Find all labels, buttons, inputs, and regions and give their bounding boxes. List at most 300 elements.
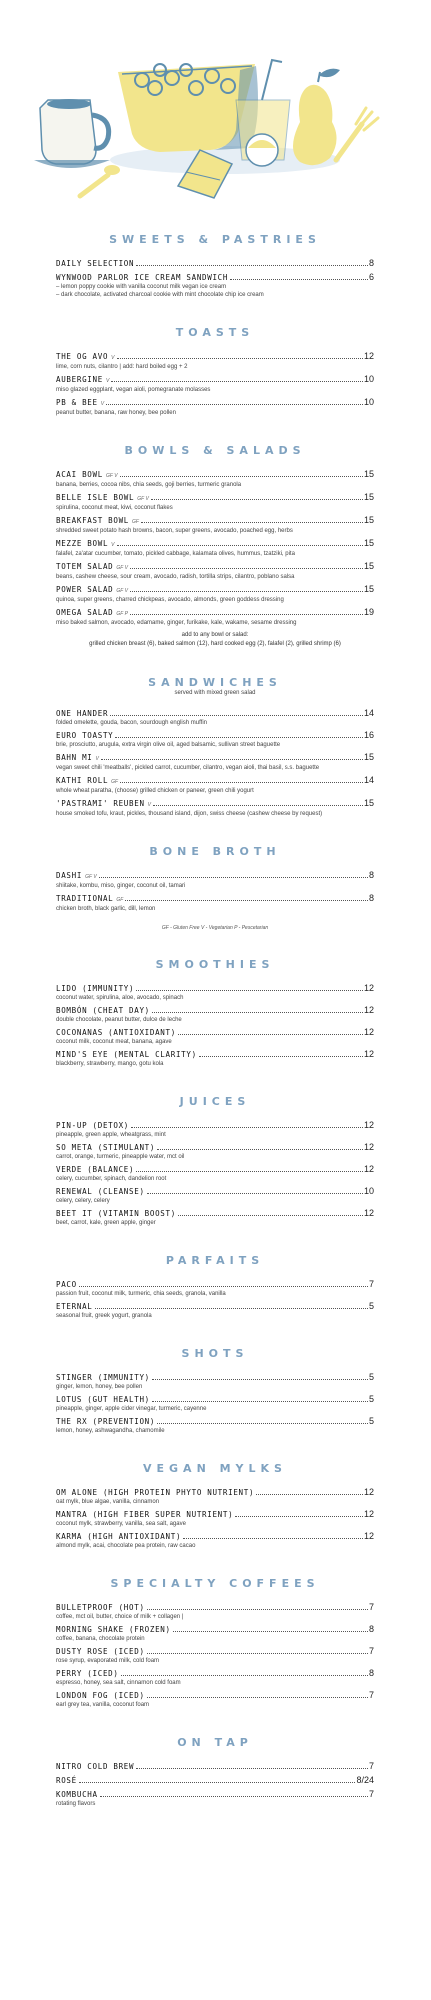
section-title: BONE BROTH	[149, 845, 281, 858]
menu-item	[56, 983, 374, 1002]
section-title: SMOOTHIES	[155, 958, 275, 971]
item-price: 12	[363, 1509, 374, 1519]
dotted-leader	[106, 404, 363, 405]
item-price: 7	[368, 1690, 374, 1700]
menu-item-line	[56, 1164, 374, 1175]
menu-item-line	[56, 272, 374, 283]
dotted-leader	[120, 476, 363, 477]
menu-item	[56, 258, 374, 269]
item-name: LOTUS (GUT HEALTH)	[56, 1395, 150, 1404]
item-name: LIDO (IMMUNITY)	[56, 984, 135, 993]
dotted-leader	[183, 1538, 363, 1539]
item-price: 7	[368, 1789, 374, 1799]
item-name: 'PASTRAMI' REUBEN	[56, 799, 145, 808]
item-price: 15	[363, 538, 374, 548]
section-title: SWEETS & PASTRIES	[109, 233, 321, 246]
menu-item-line	[56, 730, 374, 741]
item-name: ACAI BOWL	[56, 470, 103, 479]
item-description: espresso, honey, sea salt, cinnamon cold foam	[56, 1680, 181, 1686]
menu-section	[56, 845, 374, 931]
menu-item	[56, 1279, 374, 1298]
item-price: 12	[363, 1005, 374, 1015]
dietary-tag: GF V	[116, 565, 128, 571]
item-description: rotating flavors	[56, 1801, 96, 1807]
menu-item	[56, 1142, 374, 1161]
section-title: SHOTS	[181, 1347, 249, 1360]
dietary-tag: GF	[111, 779, 119, 785]
item-name: POWER SALAD	[56, 585, 114, 594]
dotted-leader	[147, 1193, 363, 1194]
item-price: 5	[368, 1301, 374, 1311]
item-name: KOMBUCHA	[56, 1790, 98, 1799]
menu-item-line	[56, 1416, 374, 1427]
menu	[56, 233, 374, 1835]
section-title: VEGAN MYLKS	[143, 1462, 287, 1475]
item-price: 14	[363, 775, 374, 785]
dotted-leader	[79, 1286, 368, 1287]
item-price: 7	[368, 1761, 374, 1771]
menu-item	[56, 538, 374, 558]
item-name: OM ALONE (HIGH PROTEIN PHYTO NUTRIENT)	[56, 1488, 255, 1497]
menu-item	[56, 272, 374, 299]
item-name: DAILY SELECTION	[56, 259, 135, 268]
menu-item	[56, 893, 374, 913]
item-name: BULLETPROOF (HOT)	[56, 1603, 145, 1612]
dotted-leader	[130, 568, 363, 569]
menu-item-line	[56, 1624, 374, 1635]
section-title: TOASTS	[175, 326, 255, 339]
dietary-tag: GF V	[137, 496, 149, 502]
item-price: 15	[363, 515, 374, 525]
menu-section	[56, 1736, 374, 1808]
menu-item-line	[56, 870, 374, 882]
dotted-leader	[157, 1423, 368, 1424]
item-description: house smoked tofu, kraut, pickles, thousand island, dijon, swiss cheese (cashew cheese by request)	[56, 811, 323, 817]
item-price: 12	[363, 1142, 374, 1152]
menu-item	[56, 1049, 374, 1068]
breakfast-illustration-icon	[0, 0, 431, 215]
section-title: BOWLS & SALADS	[124, 444, 306, 457]
item-description: celery, cucumber, spinach, dandelion root	[56, 1176, 167, 1182]
item-name: COCONANAS (ANTIOXIDANT)	[56, 1028, 176, 1037]
item-description: lemon, honey, ashwagandha, chamomile	[56, 1428, 165, 1434]
item-list	[56, 1761, 374, 1808]
menu-item	[56, 1531, 374, 1550]
dotted-leader	[100, 1796, 368, 1797]
menu-item-line	[56, 1005, 374, 1016]
menu-item-line	[56, 258, 374, 269]
menu-item	[56, 1027, 374, 1046]
menu-item-line	[56, 607, 374, 619]
item-price: 8	[368, 1624, 374, 1634]
menu-item-line	[56, 708, 374, 719]
item-price: 15	[363, 752, 374, 762]
item-description: celery, celery, celery	[56, 1198, 110, 1204]
dotted-leader	[125, 900, 368, 901]
menu-item	[56, 1394, 374, 1413]
item-price: 6	[368, 272, 374, 282]
item-list	[56, 1372, 374, 1435]
item-description: banana, berries, cocoa nibs, chia seeds, goji berries, turmeric granola	[56, 482, 242, 488]
menu-item	[56, 752, 374, 772]
item-price: 12	[363, 1027, 374, 1037]
item-description: coconut water, spirulina, aloe, avocado, spinach	[56, 995, 184, 1001]
menu-item	[56, 1646, 374, 1665]
item-price: 12	[363, 1049, 374, 1059]
menu-item	[56, 1186, 374, 1205]
item-price: 5	[368, 1416, 374, 1426]
item-price: 10	[363, 1186, 374, 1196]
item-price: 12	[363, 1120, 374, 1130]
menu-item	[56, 351, 374, 371]
item-price: 5	[368, 1394, 374, 1404]
menu-item-line	[56, 374, 374, 386]
menu-item	[56, 1301, 374, 1320]
dotted-leader	[152, 1379, 368, 1380]
item-price: 8	[368, 1668, 374, 1678]
item-name: MANTRA (HIGH FIBER SUPER NUTRIENT)	[56, 1510, 234, 1519]
dotted-leader	[141, 522, 363, 523]
menu-item-line	[56, 492, 374, 504]
menu-item-line	[56, 584, 374, 596]
item-price: 14	[363, 708, 374, 718]
item-description: coffee, mct oil, butter, choice of milk + collagen |	[56, 1614, 184, 1620]
item-description: beet, carrot, kale, green apple, ginger	[56, 1220, 156, 1226]
item-description: seasonal fruit, greek yogurt, granola	[56, 1313, 152, 1319]
menu-item-line	[56, 1027, 374, 1038]
menu-item-line	[56, 775, 374, 787]
item-name: DASHI	[56, 871, 83, 880]
item-price: 12	[363, 1487, 374, 1497]
menu-item	[56, 798, 374, 818]
section-title: SANDWICHES	[148, 676, 282, 689]
item-price: 7	[368, 1279, 374, 1289]
menu-item	[56, 469, 374, 489]
menu-item-line	[56, 397, 374, 409]
item-description: folded omelette, gouda, bacon, sourdough english muffin	[56, 720, 207, 726]
item-list	[56, 1279, 374, 1320]
item-name: PB & BEE	[56, 398, 98, 407]
item-description: chicken broth, black garlic, dill, lemon	[56, 906, 156, 912]
menu-item	[56, 1509, 374, 1528]
item-description: rose syrup, evaporated milk, cold foam	[56, 1658, 160, 1664]
dotted-leader	[256, 1494, 363, 1495]
item-name: THE OG AVO	[56, 352, 109, 361]
dotted-leader	[147, 1609, 368, 1610]
item-list	[56, 1120, 374, 1227]
menu-section	[56, 1095, 374, 1227]
item-list	[56, 351, 374, 417]
menu-item-line	[56, 1301, 374, 1312]
dietary-tag: GF V	[116, 588, 128, 594]
menu-item-line	[56, 1279, 374, 1290]
menu-section	[56, 326, 374, 417]
menu-item-line	[56, 1487, 374, 1498]
menu-item-line	[56, 515, 374, 527]
section-title: PARFAITS	[165, 1254, 265, 1267]
dotted-leader	[130, 591, 363, 592]
menu-item-line	[56, 1509, 374, 1520]
section-note: add to any bowl or salad:	[181, 632, 249, 638]
item-description: whole wheat paratha, (choose) grilled chicken or paneer, green chili yogurt	[56, 788, 254, 794]
item-price: 15	[363, 469, 374, 479]
item-description: miso baked salmon, avocado, edamame, ginger, furikake, kale, wakame, sesame dressing	[56, 620, 297, 626]
menu-item-line	[56, 351, 374, 363]
item-name: BAHN MI	[56, 753, 93, 762]
dotted-leader	[121, 1675, 368, 1676]
item-description: lime, corn nuts, cilantro | add: hard boiled egg + 2	[56, 364, 188, 370]
item-description: brie, prosciutto, arugula, extra virgin olive oil, aged balsamic, sullivan street baguette	[56, 742, 281, 748]
item-list	[56, 1602, 374, 1709]
menu-item	[56, 397, 374, 417]
item-price: 15	[363, 584, 374, 594]
item-description: – lemon poppy cookie with vanilla coconut milk vegan ice cream	[56, 284, 227, 290]
item-name: TOTEM SALAD	[56, 562, 114, 571]
dietary-tag: GF V	[105, 473, 118, 479]
dotted-leader	[101, 759, 363, 760]
menu-item	[56, 708, 374, 727]
menu-item	[56, 1208, 374, 1227]
menu-item	[56, 1164, 374, 1183]
item-description: coconut mylk, strawberry, vanilla, sea salt, agave	[56, 1521, 186, 1527]
menu-item-line	[56, 1394, 374, 1405]
menu-item	[56, 515, 374, 535]
dotted-leader	[110, 715, 363, 716]
item-list	[56, 469, 374, 627]
menu-section	[56, 233, 374, 299]
dotted-leader	[152, 1012, 363, 1013]
item-name: AUBERGINE	[56, 375, 103, 384]
item-name: KATHI ROLL	[56, 776, 109, 785]
item-name: NITRO COLD BREW	[56, 1762, 135, 1771]
item-name: WYNWOOD PARLOR ICE CREAM SANDWICH	[56, 273, 229, 282]
menu-item-line	[56, 1690, 374, 1701]
menu-item-line	[56, 561, 374, 573]
menu-item-line	[56, 1602, 374, 1613]
menu-item	[56, 1789, 374, 1808]
menu-item-line	[56, 1186, 374, 1197]
menu-item	[56, 1668, 374, 1687]
item-price: 12	[363, 351, 374, 361]
menu-item	[56, 730, 374, 749]
item-description: shredded sweet potato hash browns, bacon, super greens, avocado, poached egg, herbs	[56, 528, 293, 534]
item-price: 7	[368, 1646, 374, 1656]
item-list	[56, 708, 374, 818]
menu-section	[56, 1347, 374, 1435]
item-price: 8	[368, 870, 374, 880]
item-description: shiitake, kombu, miso, ginger, coconut oil, tamari	[56, 883, 186, 889]
dietary-tag: V	[111, 355, 115, 361]
dotted-leader	[131, 1127, 363, 1128]
menu-item-line	[56, 1775, 374, 1786]
item-price: 16	[363, 730, 374, 740]
dotted-leader	[199, 1056, 363, 1057]
item-list	[56, 870, 374, 913]
item-description: coffee, banana, chocolate protein	[56, 1636, 145, 1642]
dotted-leader	[79, 1782, 356, 1783]
item-price: 8/24	[356, 1775, 374, 1785]
item-name: DUSTY ROSE (ICED)	[56, 1647, 145, 1656]
dotted-leader	[95, 1308, 368, 1309]
menu-item-line	[56, 1646, 374, 1657]
dietary-tag: GF P	[116, 611, 128, 617]
item-name: THE RX (PREVENTION)	[56, 1417, 156, 1426]
section-title: JUICES	[179, 1095, 251, 1108]
item-name: ETERNAL	[56, 1302, 93, 1311]
dotted-leader	[173, 1631, 368, 1632]
menu-item	[56, 492, 374, 512]
item-price: 15	[363, 492, 374, 502]
dotted-leader	[152, 1401, 368, 1402]
menu-item-line	[56, 1120, 374, 1131]
item-price: 8	[368, 893, 374, 903]
item-description: coconut milk, coconut meat, banana, agave	[56, 1039, 172, 1045]
item-name: SO META (STIMULANT)	[56, 1143, 156, 1152]
item-name: RENEWAL (CLEANSE)	[56, 1187, 145, 1196]
dotted-leader	[147, 1653, 368, 1654]
menu-item	[56, 1624, 374, 1643]
item-description: beans, cashew cheese, sour cream, avocado, radish, tortilla strips, cilantro, poblano salsa	[56, 574, 295, 580]
section-note: grilled chicken breast (6), baked salmon (12), hard cooked egg (2), falafel (2), grilled shrimp (6)	[89, 641, 341, 647]
item-list	[56, 1487, 374, 1550]
menu-item	[56, 374, 374, 394]
menu-item	[56, 775, 374, 795]
item-list	[56, 983, 374, 1068]
dotted-leader	[136, 265, 368, 266]
item-name: PERRY (ICED)	[56, 1669, 119, 1678]
item-list	[56, 258, 374, 299]
item-price: 19	[363, 607, 374, 617]
dotted-leader	[178, 1034, 363, 1035]
item-name: OMEGA SALAD	[56, 608, 114, 617]
item-name: MORNING SHAKE (FROZEN)	[56, 1625, 171, 1634]
dotted-leader	[117, 545, 363, 546]
item-name: TRADITIONAL	[56, 894, 114, 903]
dotted-leader	[153, 805, 363, 806]
item-name: BOMBÓN (CHEAT DAY)	[56, 1006, 150, 1015]
item-description: spirulina, coconut meat, kiwi, coconut flakes	[56, 505, 173, 511]
item-description: pineapple, ginger, apple cider vinegar, turmeric, cayenne	[56, 1406, 207, 1412]
section-title: ON TAP	[177, 1736, 253, 1749]
menu-item-line	[56, 1668, 374, 1679]
item-price: 10	[363, 397, 374, 407]
dotted-leader	[157, 1149, 363, 1150]
item-description: blackberry, strawberry, mango, gotu kola	[56, 1061, 164, 1067]
item-name: BREAKFAST BOWL	[56, 516, 130, 525]
item-description: falafel, za'atar cucumber, tomato, pickled cabbage, kalamata olives, hummus, tzatziki, pita	[56, 551, 295, 557]
dotted-leader	[111, 381, 363, 382]
item-description: almond mylk, acai, chocolate pea protein, raw cacao	[56, 1543, 196, 1549]
menu-item-line	[56, 1761, 374, 1772]
menu-item	[56, 1372, 374, 1391]
item-name: VERDE (BALANCE)	[56, 1165, 135, 1174]
dietary-tag: V	[111, 542, 115, 548]
item-description: oat mylk, blue algae, vanilla, cinnamon	[56, 1499, 160, 1505]
item-description: passion fruit, coconut milk, turmeric, chia seeds, granola, vanilla	[56, 1291, 226, 1297]
menu-item-line	[56, 1372, 374, 1383]
menu-item	[56, 1775, 374, 1786]
dietary-tag: V	[147, 802, 152, 808]
menu-item-line	[56, 983, 374, 994]
menu-item	[56, 1690, 374, 1709]
menu-item	[56, 1487, 374, 1506]
item-name: STINGER (IMMUNITY)	[56, 1373, 150, 1382]
dotted-leader	[136, 990, 363, 991]
menu-item	[56, 1602, 374, 1621]
item-price: 15	[363, 561, 374, 571]
item-name: MEZZE BOWL	[56, 539, 109, 548]
menu-item	[56, 1416, 374, 1435]
menu-section	[56, 1462, 374, 1550]
menu-item-line	[56, 752, 374, 764]
item-price: 12	[363, 1164, 374, 1174]
dietary-tag: V	[105, 378, 110, 384]
item-description: ginger, lemon, honey, bee pollen	[56, 1384, 143, 1390]
menu-item	[56, 1761, 374, 1772]
item-price: 15	[363, 798, 374, 808]
menu-item	[56, 561, 374, 581]
item-price: 12	[363, 1531, 374, 1541]
dotted-leader	[178, 1215, 363, 1216]
item-description: earl grey tea, vanilla, coconut foam	[56, 1702, 150, 1708]
menu-item-line	[56, 1789, 374, 1800]
menu-item-line	[56, 1531, 374, 1542]
item-price: 12	[363, 983, 374, 993]
section-title: SPECIALTY COFFEES	[110, 1577, 320, 1590]
menu-section	[56, 1254, 374, 1320]
menu-item-line	[56, 469, 374, 481]
item-description: quinoa, super greens, charred chickpeas, avocado, almonds, green goddess dressing	[56, 597, 284, 603]
menu-section	[56, 676, 374, 818]
dietary-tag: GF	[132, 519, 139, 525]
section-subtitle: served with mixed green salad	[174, 690, 256, 696]
item-name: BELLE ISLE BOWL	[56, 493, 135, 502]
item-name: ROSÉ	[56, 1776, 77, 1785]
menu-item-line	[56, 1142, 374, 1153]
item-price: 10	[363, 374, 374, 384]
dietary-tag: V	[95, 756, 99, 762]
item-price: 7	[368, 1602, 374, 1612]
item-price: 12	[363, 1208, 374, 1218]
item-name: KARMA (HIGH ANTIOXIDANT)	[56, 1532, 182, 1541]
menu-section	[56, 1577, 374, 1709]
item-name: PIN-UP (DETOX)	[56, 1121, 130, 1130]
menu-item	[56, 870, 374, 890]
item-description: miso glazed eggplant, vegan aioli, pomegranate molasses	[56, 387, 211, 393]
item-name: LONDON FOG (ICED)	[56, 1691, 145, 1700]
item-name: EURO TOASTY	[56, 731, 114, 740]
menu-item-line	[56, 798, 374, 810]
menu-item-line	[56, 1049, 374, 1060]
item-name: PACO	[56, 1280, 77, 1289]
dotted-leader	[230, 279, 368, 280]
menu-item-line	[56, 538, 374, 550]
dotted-leader	[130, 614, 363, 615]
item-price: 8	[368, 258, 374, 268]
item-price: 5	[368, 1372, 374, 1382]
menu-item-line	[56, 893, 374, 905]
menu-item	[56, 607, 374, 627]
dietary-legend: GF - Gluten Free V - Vegetarian P - Pescetarian	[161, 925, 269, 931]
dotted-leader	[117, 358, 363, 359]
menu-section	[56, 444, 374, 649]
dotted-leader	[151, 499, 363, 500]
menu-item-line	[56, 1208, 374, 1219]
dotted-leader	[115, 737, 363, 738]
menu-item	[56, 1120, 374, 1139]
item-description: carrot, orange, turmeric, pineapple water, mct oil	[56, 1154, 185, 1160]
dotted-leader	[235, 1516, 363, 1517]
